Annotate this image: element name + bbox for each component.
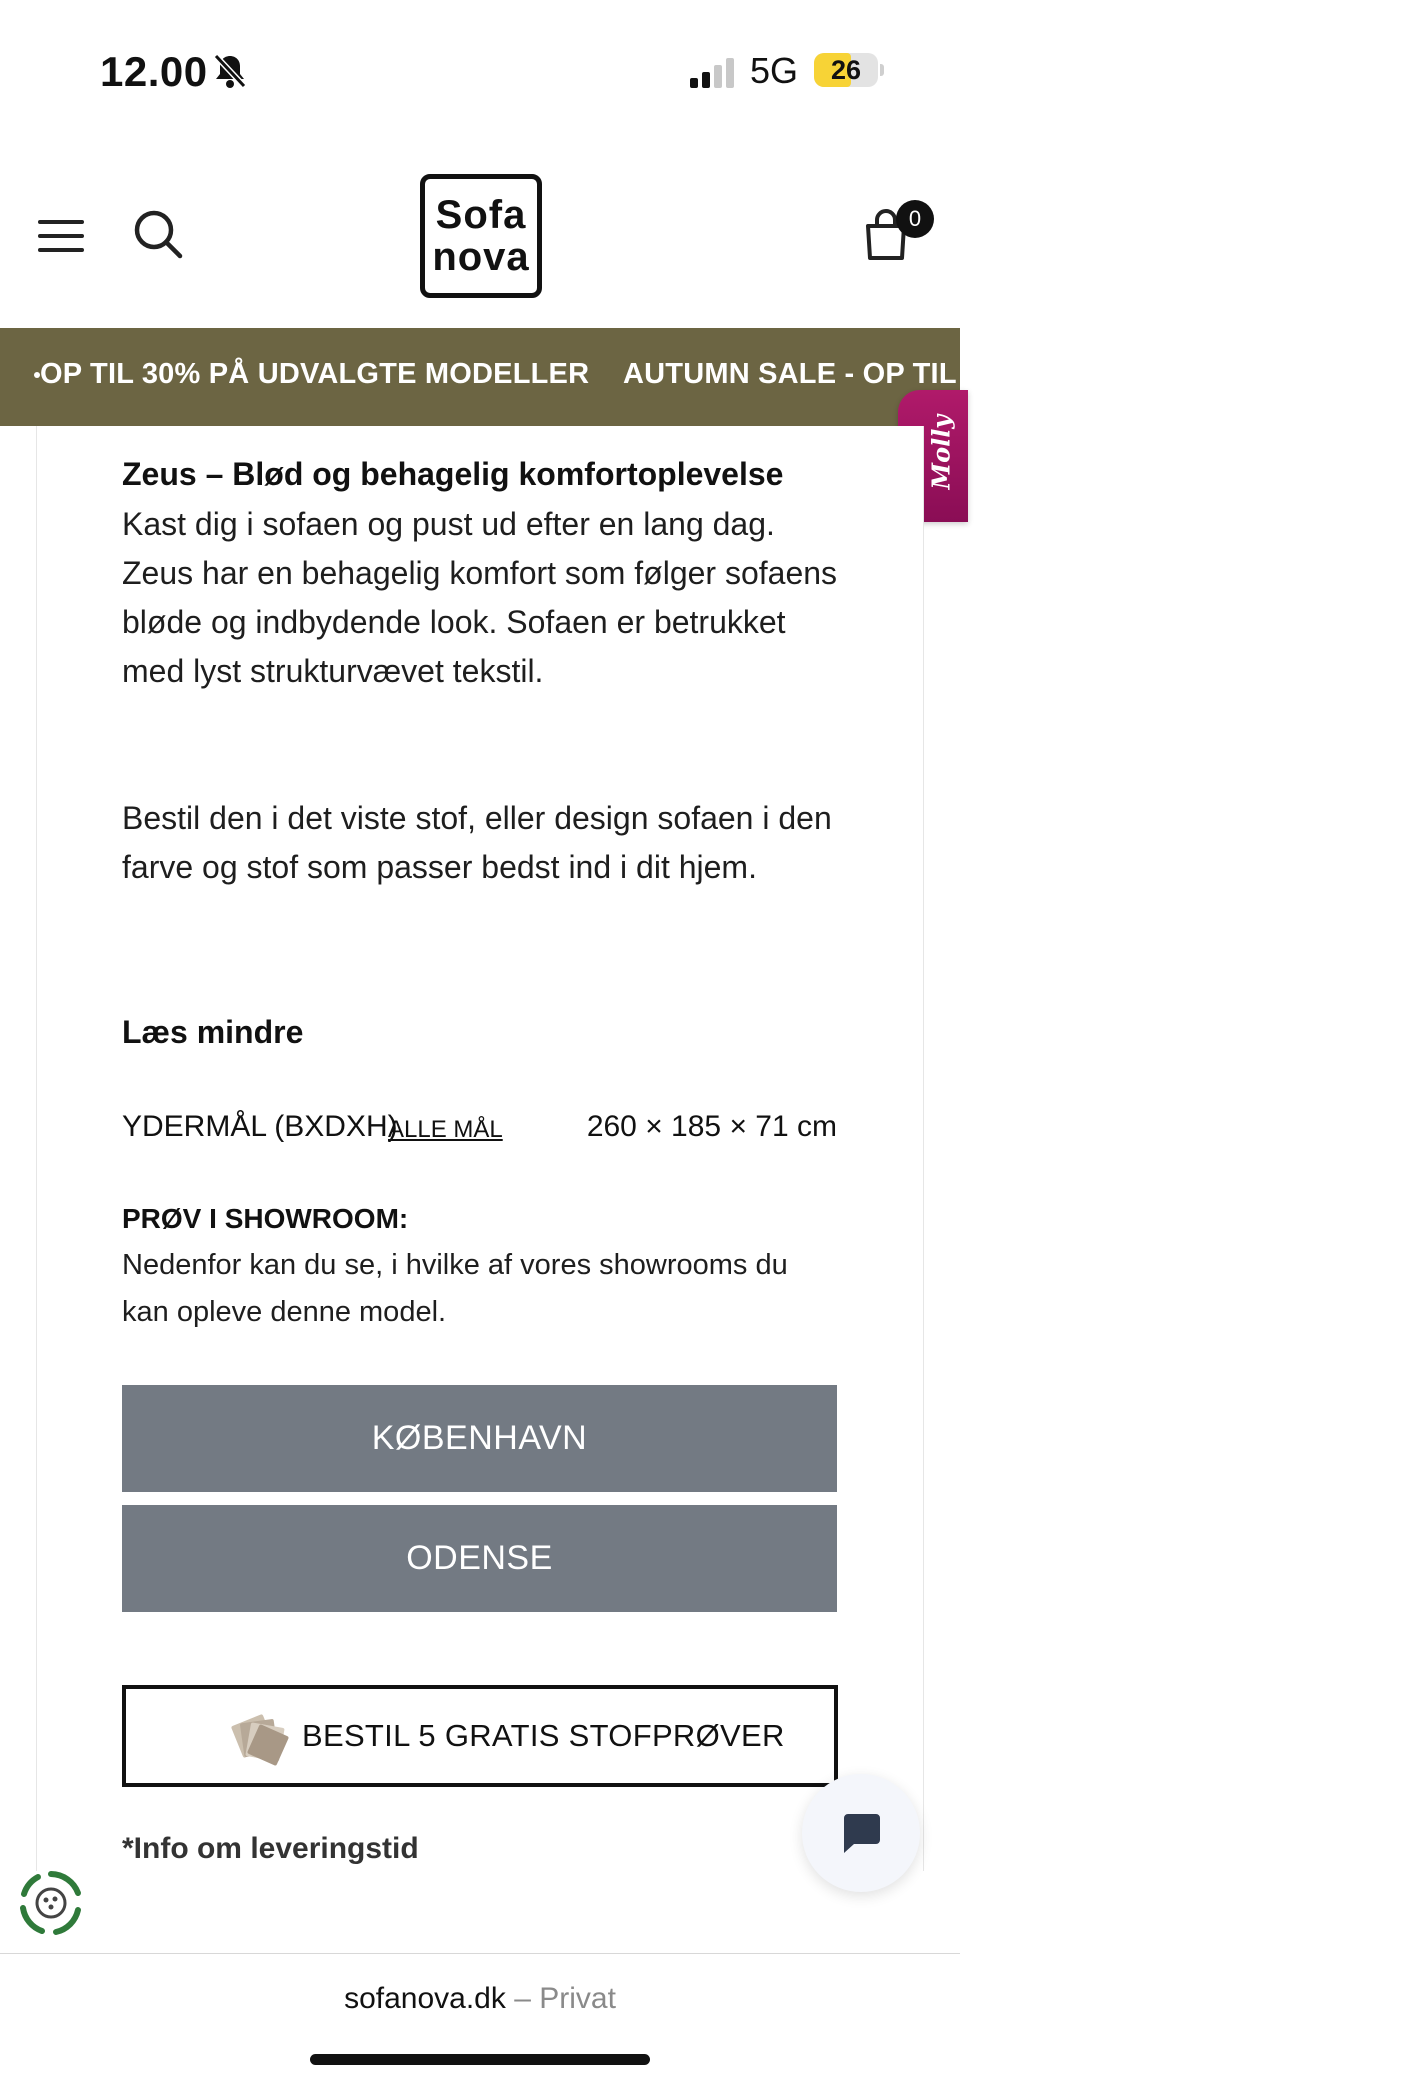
browser-address-bar[interactable] (0, 1953, 960, 2081)
order-fabric-samples-label: BESTIL 5 GRATIS STOFPRØVER (302, 1718, 785, 1753)
logo-line-2: nova (432, 235, 530, 279)
url-domain: sofanova.dk (344, 1982, 506, 2015)
sofanova-logo[interactable] (420, 174, 542, 298)
status-time: 12.00 (100, 48, 208, 95)
browser-url[interactable] (0, 1982, 960, 2016)
battery-icon (814, 53, 878, 87)
eco-recycle-badge-icon[interactable] (16, 1868, 86, 1938)
signal-icon (688, 58, 738, 88)
private-mode-label: Privat (539, 1982, 616, 2015)
bell-muted-icon (212, 52, 248, 90)
description-paragraph-1: Kast dig i sofaen og pust ud efter en lang dag. Zeus har en behagelig komfort som følger sofaens bløde og indbydende look. Sofaen er betrukket med lyst strukturvævet tekstil. (122, 506, 838, 689)
read-less-link[interactable]: Læs mindre (122, 1014, 304, 1050)
promo-text-repeat: AUTUMN SALE - OP TIL 30% PÅ UDVALGTE MODELLER (623, 358, 1412, 390)
showroom-button-odense[interactable]: ODENSE (122, 1505, 837, 1612)
search-icon[interactable] (132, 208, 184, 260)
showroom-description: Nedenfor kan du se, i hvilke af vores showrooms du kan opleve denne model. (122, 1249, 788, 1328)
status-bar (0, 0, 960, 140)
all-dimensions-link[interactable]: ALLE MÅL (388, 1116, 503, 1143)
showroom-button-kobenhavn[interactable]: KØBENHAVN (122, 1385, 837, 1492)
chat-bubble-icon (840, 1812, 884, 1856)
hamburger-menu-icon[interactable] (38, 218, 84, 254)
fabric-swatch-icon (226, 1711, 292, 1767)
showroom-title: PRØV I SHOWROOM: (122, 1203, 409, 1234)
battery-level: 26 (830, 55, 862, 85)
description-paragraph-2: Bestil den i det viste stof, eller design sofaen i den farve og stof som passer bedst ind i dit hjem. (122, 800, 832, 885)
dimensions-value: 260 × 185 × 71 cm (586, 1110, 837, 1143)
order-fabric-samples-button[interactable] (122, 1685, 838, 1787)
promo-text: OP TIL 30% PÅ UDVALGTE MODELLER (40, 358, 590, 390)
cart-count-badge[interactable]: 0 (896, 200, 934, 238)
description-title: Zeus – Blød og behagelig komfortoplevelse (122, 456, 784, 492)
delivery-info-link[interactable]: *Info om leveringstid (122, 1832, 419, 1865)
molly-label: Molly (926, 414, 956, 490)
battery-tip (880, 64, 884, 76)
site-header (0, 140, 960, 328)
logo-line-1: Sofa (435, 193, 527, 237)
dimensions-label: YDERMÅL (BXDXH) (122, 1110, 398, 1143)
url-separator: – (514, 1982, 531, 2015)
chat-button[interactable] (802, 1774, 920, 1892)
home-indicator[interactable] (310, 2054, 650, 2065)
network-label: 5G (750, 50, 799, 91)
promo-banner[interactable] (0, 328, 1412, 426)
